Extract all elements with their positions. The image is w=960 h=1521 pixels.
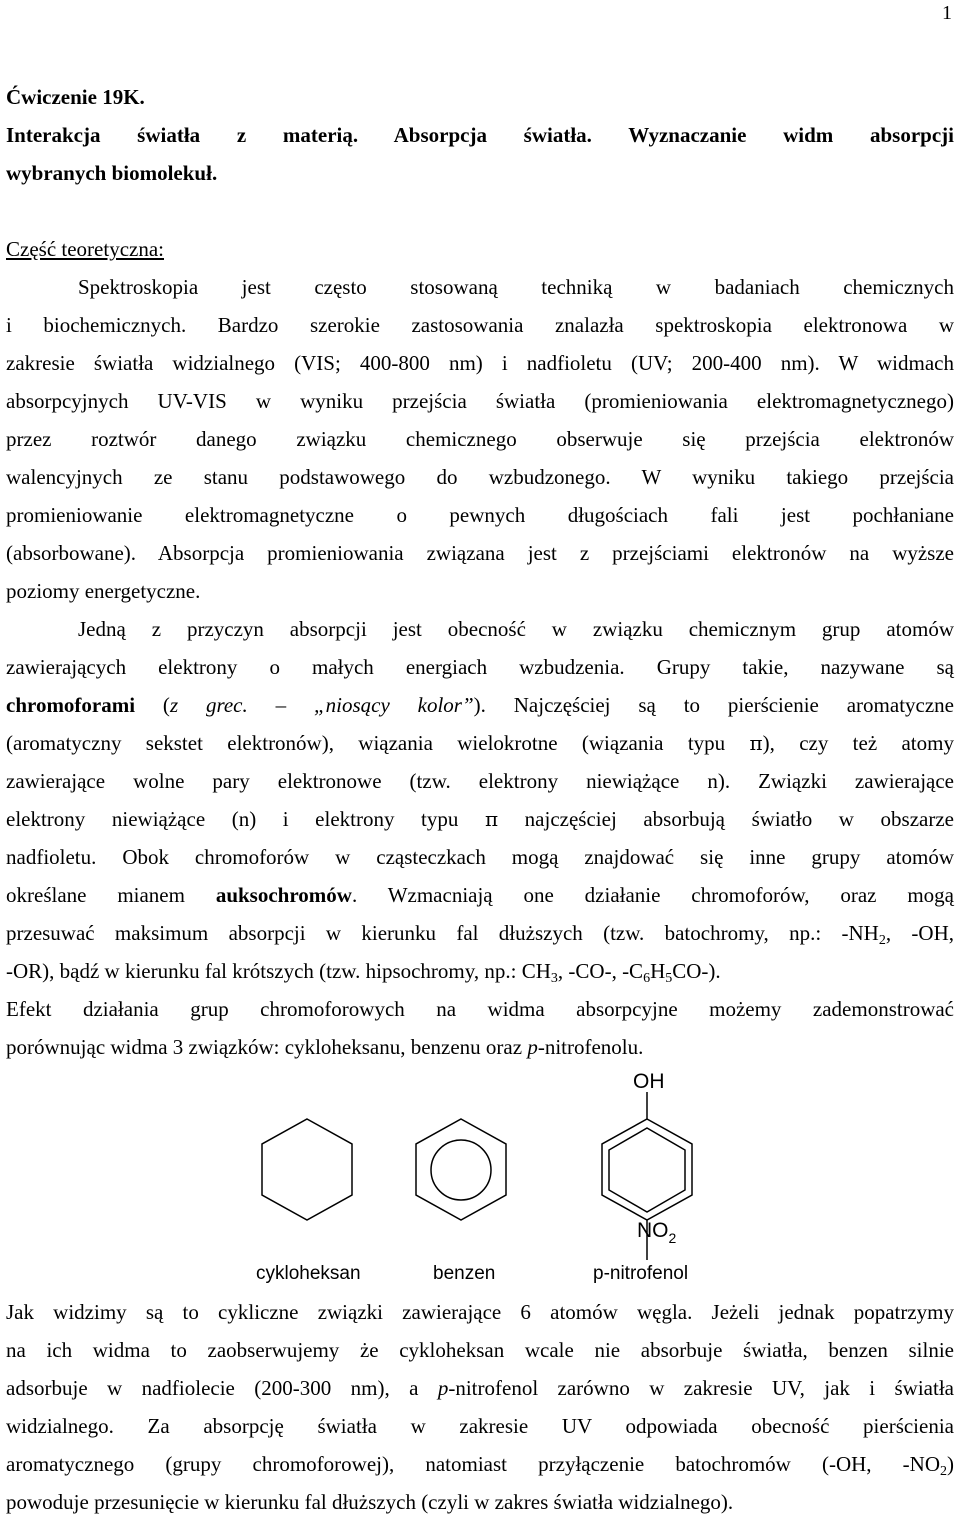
p1-line-7: promieniowanie elektromagnetyczne o pewnych długościach fali jest pochłaniane xyxy=(6,503,954,527)
p3-line-2-a: porównując widma 3 związków: cykloheksanu, benzenu oraz xyxy=(6,1035,528,1059)
p1-line-3: zakresie światła widzialnego (VIS; 400-800 nm) i nadfioletu (UV; 200-400 nm). W widmach xyxy=(6,351,954,375)
molecule-structures-figure xyxy=(0,1060,960,1295)
p2-line-6-a: elektrony niewiążące (n) i elektrony typu xyxy=(6,807,485,831)
benzene-aromatic-circle xyxy=(431,1140,491,1200)
title-line-3: wybranych biomolekuł. xyxy=(6,161,218,185)
p4-line-2: na ich widma to zaobserwujemy że cykloheksan wcale nie absorbuje światła, benzen silnie xyxy=(6,1338,954,1362)
p2-line-3-open: ( xyxy=(135,693,170,717)
p1-line-5: przez roztwór danego związku chemicznego obserwuje się przejścia elektronów xyxy=(6,427,954,451)
p2-line-1: Jedną z przyczyn absorpcji jest obecność w związku chemicznym grup atomów xyxy=(78,617,954,641)
cyclohexane-ring xyxy=(262,1119,352,1220)
p-nitrophenol-inner-ring xyxy=(609,1128,685,1212)
label-p-nitrofenol: p-nitrofenol xyxy=(593,1263,689,1284)
benzene-ring xyxy=(416,1119,506,1220)
subscript: 3 xyxy=(550,971,558,986)
p2-line-3 xyxy=(6,686,954,724)
p2-line-8-a: określane mianem xyxy=(6,883,216,907)
p4-line-4: widzialnego. Za absorpcję światła w zakresie UV odpowiada obecność pierścienia xyxy=(6,1414,954,1438)
p4-line-3-a: adsorbuje w nadfiolecie (200-300 nm), a xyxy=(6,1376,438,1400)
p2-line-4 xyxy=(6,724,954,762)
p4-line-3-italic: p xyxy=(437,1376,449,1400)
p2-line-8 xyxy=(6,876,954,914)
subscript: 5 xyxy=(665,971,673,986)
p2-line-7: nadfioletu. Obok chromoforów w cząsteczkach mogą znajdować się inne grupy atomów xyxy=(6,845,954,869)
subscript: 2 xyxy=(878,933,886,948)
pi-symbol: π xyxy=(749,731,763,755)
p2-line-6 xyxy=(6,800,954,838)
p1-line-6: walencyjnych ze stanu podstawowego do wzbudzonego. W wyniku takiego przejścia xyxy=(6,465,954,489)
greek-gloss: z grec. – „niosący kolor” xyxy=(169,693,474,717)
subscript: 6 xyxy=(643,971,651,986)
p2-line-9-end: , -OH, xyxy=(885,921,955,945)
p4-line-3-b: -nitrofenol zarówno w zakresie UV, jak i światła xyxy=(448,1376,954,1400)
p2-line-9 xyxy=(6,914,954,952)
p-nitrophenol-ring xyxy=(602,1119,692,1220)
p1-line-1: Spektroskopia jest często stosowaną techniką w badaniach chemicznych xyxy=(78,275,954,299)
label-cykloheksan: cykloheksan xyxy=(256,1263,361,1284)
p1-line-8: (absorbowane). Absorpcja promieniowania związana jest z przejściami elektronów na wyższe xyxy=(6,541,954,565)
p2-line-10-d: CO-). xyxy=(672,959,721,983)
section-heading: Część teoretyczna: xyxy=(6,237,164,261)
p4-line-6: powoduje przesunięcie w kierunku fal dłuższych (czyli w zakres światła widzialnego). xyxy=(6,1490,734,1514)
p4-line-5 xyxy=(6,1445,954,1483)
p2-line-10-c: H xyxy=(650,959,666,983)
p2-line-4-b: ), czy też atomy xyxy=(762,731,954,755)
p4-line-5-b: ) xyxy=(947,1452,954,1476)
title-line-2: Interakcja światła z materią. Absorpcja światła. Wyznaczanie widm absorpcji xyxy=(6,123,954,147)
label-benzen: benzen xyxy=(433,1263,496,1284)
pi-symbol: π xyxy=(484,807,499,831)
p2-line-10 xyxy=(6,952,954,990)
subscript: 2 xyxy=(940,1464,947,1479)
p3-line-2-italic: p xyxy=(527,1035,538,1059)
exercise-title: Ćwiczenie 19K. xyxy=(6,85,145,109)
oh-label: OH xyxy=(633,1070,665,1093)
term-chromoforami: chromoforami xyxy=(6,693,136,717)
p3-line-2-b: -nitrofenolu. xyxy=(537,1035,644,1059)
p4-line-5-a: aromatycznego (grupy chromoforowej), natomiast przyłączenie batochromów (-OH, -NO xyxy=(6,1452,940,1476)
term-auksochromow: auksochromów xyxy=(215,883,352,907)
page-number: 1 xyxy=(942,2,952,24)
p2-line-10-a: -OR), bądź w kierunku fal krótszych (tzw. hipsochromy, np.: CH xyxy=(6,959,551,983)
p2-line-10-b: , -CO-, -C xyxy=(557,959,644,983)
p1-line-9: poziomy energetyczne. xyxy=(6,579,201,603)
p4-line-1: Jak widzimy są to cykliczne związki zawierające 6 atomów węgla. Jeżeli jednak popatrzymy xyxy=(6,1300,954,1324)
no2-label: $NO_2$ xyxy=(637,1219,677,1246)
p4-line-3 xyxy=(6,1369,954,1407)
p1-line-2: i biochemicznych. Bardzo szerokie zastosowania znalazła spektroskopia elektronowa w xyxy=(6,313,954,337)
p2-line-8-b: . Wzmacniają one działanie chromoforów, oraz mogą xyxy=(351,883,954,907)
p2-line-2: zawierających elektrony o małych energiach wzbudzenia. Grupy takie, nazywane są xyxy=(6,655,954,679)
p2-line-5: zawierające wolne pary elektronowe (tzw. elektrony niewiążące n). Związki zawierające xyxy=(6,769,954,793)
p2-line-3-rest: ). Najczęściej są to pierścienie aromatyczne xyxy=(473,693,954,717)
p1-line-4: absorpcyjnych UV-VIS w wyniku przejścia światła (promieniowania elektromagnetycznego) xyxy=(6,389,954,413)
p2-line-9-a: przesuwać maksimum absorpcji w kierunku fal dłuższych (tzw. batochromy, np.: -NH xyxy=(6,921,879,945)
p3-line-1: Efekt działania grup chromoforowych na widma absorpcyjne możemy zademonstrować xyxy=(6,997,954,1021)
p2-line-6-b: najczęściej absorbują światło w obszarze xyxy=(498,807,954,831)
p2-line-4-a: (aromatyczny sekstet elektronów), wiązania wielokrotne (wiązania typu xyxy=(6,731,750,755)
